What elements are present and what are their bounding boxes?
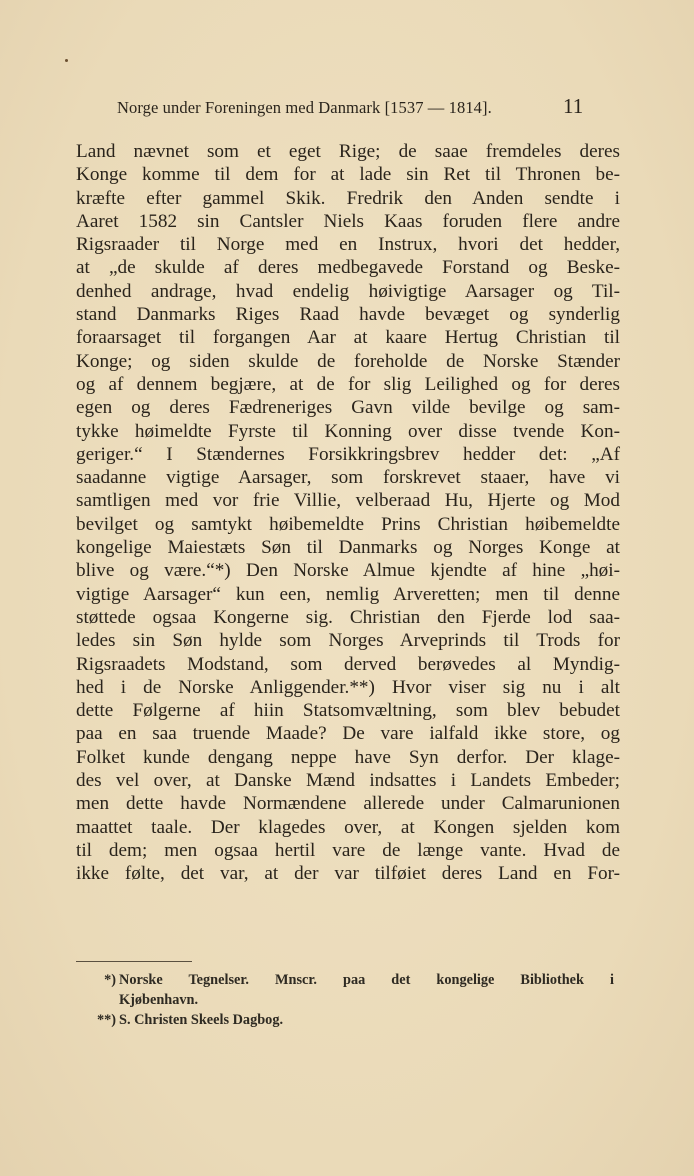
footnote-1-continued [76,990,614,1010]
paper-speck [65,59,68,62]
text-line: støttede ogsaa Kongerne sig. Christian den Fjerde lod saa- [76,606,620,628]
text-line: Folket kunde dengang neppe have Syn derfor. Der klage- [76,746,620,768]
footnotes [76,970,614,1030]
text-line: geriger.“ I Stændernes Forsikkringsbrev hedder det: „Af [76,443,620,465]
text-line: og af dennem begjære, at de for slig Leilighed og for deres [76,373,620,395]
text-line: Aaret 1582 sin Cantsler Niels Kaas foruden flere andre [76,210,620,232]
text-line: Konge komme til dem for at lade sin Ret til Thronen be- [76,164,620,186]
page-number: 11 [563,94,584,118]
text-line: hed i de Norske Anliggender.**) Hvor viser sig nu i alt [76,676,620,698]
footnote-mark: *) [104,972,116,988]
text-line: vigtige Aarsager“ kun een, nemlig Arveretten; men til denne [76,583,620,605]
text-line: ikke følte, det var, at der var tilføiet deres Land en For- [76,863,620,885]
text-line: stand Danmarks Riges Raad havde bevæget og synderlig [76,304,620,326]
footnote-2 [76,1010,614,1030]
text-line: egen og deres Fædreneriges Gavn vilde bevilge og sam- [76,397,620,419]
text-line: denhed andrage, hvad endelig høivigtige Aarsager og Til- [76,280,620,302]
text-line: bevilget og samtykt høibemeldte Prins Christian høibemeldte [76,513,620,535]
text-line: til dem; men ogsaa hertil vare de længe vante. Hvad de [76,839,620,861]
text-line: men dette havde Normændene allerede under Calmarunionen [76,793,620,815]
text-line: saadanne vigtige Aarsager, som forskrevet staaer, have vi [76,467,620,489]
text-line: dette Følgerne af hiin Statsomvæltning, som blev bebudet [76,700,620,722]
text-line: at „de skulde af deres medbegavede Forstand og Beske- [76,257,620,279]
text-line: maattet taale. Der klagedes over, at Kongen sjelden kom [76,816,620,838]
text-line: Rigsraadets Modstand, som derved berøvedes al Myndig- [76,653,620,675]
text-line: Konge; og siden skulde de foreholde de Norske Stænder [76,350,620,372]
text-line: ledes sin Søn hylde som Norges Arveprinds til Trods for [76,630,620,652]
text-line: kongelige Maiestæts Søn til Danmarks og Norges Konge at [76,537,620,559]
text-line: samtligen med vor frie Villie, velberaad Hu, Hjerte og Mod [76,490,620,512]
footnote-mark: **) [96,1012,116,1028]
text-line: des vel over, at Danske Mænd indsattes i Landets Embeder; [76,770,620,792]
footnote-text: S. Christen Skeels Dagbog. [119,1012,284,1028]
text-line: paa en saa truende Maade? De vare ialfald ikke store, og [76,723,620,745]
body-text [76,140,620,886]
text-line: Rigsraader til Norge med en Instrux, hvori det hedder, [76,234,620,256]
text-line: foraarsaget til forgangen Aar at kaare Hertug Christian til [76,327,620,349]
text-line: blive og være.“*) Den Norske Almue kjendte af hine „høi- [76,560,620,582]
footnote-text: Kjøbenhavn. [119,992,199,1008]
text-line: Land nævnet som et eget Rige; de saae fremdeles deres [76,141,620,162]
text-line: tykke høimeldte Fyrste til Konning over disse tvende Kon- [76,420,620,442]
footnote-divider [76,961,192,962]
running-header: Norge under Foreningen med Danmark [1537 — 1814]. [117,98,492,117]
text-line: kræfte efter gammel Skik. Fredrik den Anden sendte i [76,187,620,209]
footnote-text: Norske Tegnelser. Mnscr. paa det kongelige Bibliothek i [119,972,614,988]
footnote-1 [76,970,614,990]
